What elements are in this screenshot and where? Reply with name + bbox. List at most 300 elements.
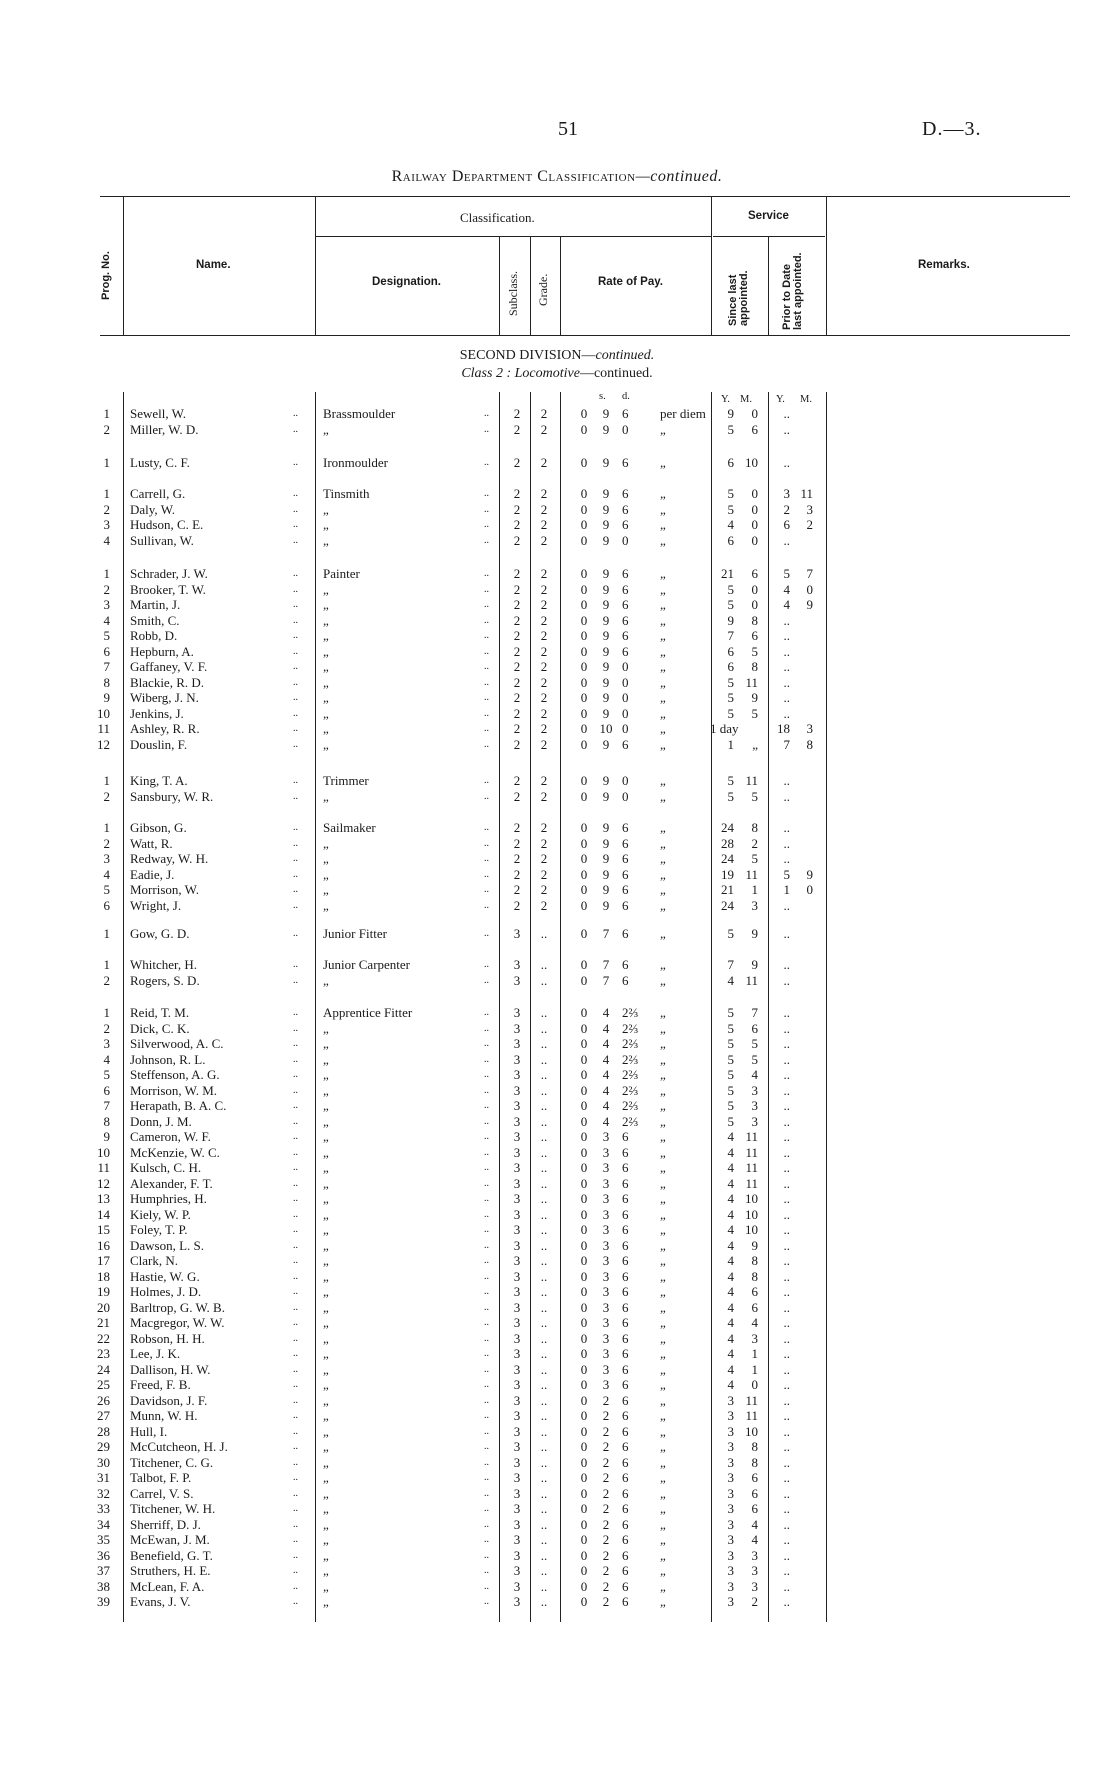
pay-unit-cell: „ [660, 532, 666, 548]
pay-unit-cell: „ [660, 1129, 666, 1144]
pay-pounds-cell: 0 [580, 972, 588, 988]
table-row [0, 502, 1114, 518]
pay-pounds-cell: 0 [580, 1454, 588, 1470]
pay-pounds-cell: 0 [580, 1594, 588, 1609]
designation-cell: „ [323, 1547, 329, 1563]
prior-years-cell: .. [783, 1268, 790, 1284]
since-months-cell: 9 [751, 957, 758, 972]
prior-years-cell: .. [783, 421, 790, 437]
designation-cell: „ [323, 1470, 329, 1485]
leader-dots: .. [484, 408, 489, 419]
pay-unit-cell: „ [660, 1408, 666, 1423]
pay-unit-cell: „ [660, 705, 666, 721]
name-cell: Steffenson, A. G. [130, 1067, 220, 1082]
name-cell: Morrison, W. M. [130, 1082, 218, 1098]
pay-pence-cell: 0 [622, 773, 629, 788]
designation-cell: „ [323, 1501, 329, 1516]
grade-cell: .. [540, 1315, 548, 1330]
prior-years-cell: 4 [783, 597, 790, 612]
pay-pounds-cell: 0 [580, 1051, 588, 1067]
since-months-cell: 11 [745, 1408, 758, 1423]
prior-months-cell: 8 [806, 736, 813, 752]
pay-pence-cell: 6 [622, 736, 629, 752]
leader-dots: .. [484, 775, 489, 786]
prog-no-cell: 2 [103, 835, 110, 851]
prog-no-cell: 1 [103, 820, 110, 835]
pay-pounds-cell: 0 [580, 406, 588, 421]
leader-dots: .. [484, 614, 489, 626]
table-row [0, 820, 1114, 836]
since-years-cell: 4 [727, 1268, 734, 1284]
prior-years-cell: .. [783, 1516, 790, 1532]
prog-no-cell: 8 [103, 674, 110, 690]
prog-no-cell: 4 [103, 612, 110, 628]
subclass-cell: 2 [513, 659, 521, 674]
prog-no-cell: 21 [97, 1315, 110, 1330]
pay-pounds-cell: 0 [580, 1330, 588, 1346]
subclass-cell: 2 [513, 897, 521, 913]
leader-dots: .. [484, 423, 489, 435]
since-years-cell: 24 [721, 820, 734, 835]
leader-dots: .. [484, 1270, 489, 1282]
leader-dots: .. [293, 1208, 298, 1220]
subclass-cell: 3 [513, 1098, 521, 1113]
pay-unit-cell: „ [660, 1594, 666, 1609]
pay-pounds-cell: 0 [580, 1563, 588, 1578]
leader-dots: .. [293, 1332, 298, 1344]
leader-dots: .. [293, 457, 298, 468]
prior-years-cell: .. [783, 532, 790, 548]
prog-no-cell: 34 [97, 1516, 110, 1532]
since-months-cell: 0 [751, 532, 758, 548]
table-row [0, 1346, 1114, 1362]
name-cell: McEwan, J. M. [130, 1532, 210, 1547]
leader-dots: .. [293, 928, 298, 939]
leader-dots: .. [484, 707, 489, 719]
subclass-cell: 2 [513, 820, 521, 835]
class-name: Locomotive [514, 366, 580, 381]
leader-dots: .. [484, 723, 489, 734]
prog-no-cell: 1 [103, 486, 110, 501]
leader-dots: .. [484, 1146, 489, 1158]
leader-dots: .. [293, 645, 298, 657]
name-cell: Daly, W. [130, 501, 176, 517]
leader-dots: .. [293, 1270, 298, 1282]
prog-no-cell: 2 [103, 421, 110, 437]
document-reference: D.—3. [922, 118, 982, 140]
leader-dots: .. [484, 1007, 489, 1018]
prog-no-cell: 39 [97, 1594, 110, 1609]
pay-pounds-cell: 0 [580, 1191, 588, 1206]
name-cell: Brooker, T. W. [130, 581, 206, 597]
pay-pounds-cell: 0 [580, 1144, 588, 1160]
pay-pence-cell: 6 [622, 1516, 629, 1532]
since-years-cell: 3 [727, 1563, 734, 1578]
since-months-cell: 3 [751, 1578, 758, 1594]
pay-pounds-cell: 0 [580, 1299, 588, 1315]
pay-pence-cell: 6 [622, 1563, 629, 1578]
pay-pence-cell: 0 [622, 659, 629, 674]
name-cell: Reid, T. M. [130, 1005, 190, 1020]
pay-shillings-cell: 3 [602, 1206, 610, 1222]
pay-pounds-cell: 0 [580, 866, 588, 882]
subclass-cell: 2 [513, 788, 521, 804]
since-years-cell: 5 [727, 690, 734, 705]
name-cell: Donn, J. M. [130, 1113, 192, 1129]
grade-cell: 2 [540, 690, 548, 705]
since-months-cell: 6 [751, 1020, 758, 1036]
prior-years-cell: .. [783, 1051, 790, 1067]
grade-cell: .. [540, 1346, 548, 1361]
prior-years-cell: .. [783, 1485, 790, 1501]
table-row [0, 737, 1114, 753]
name-cell: Titchener, W. H. [130, 1501, 216, 1516]
pay-unit-cell: „ [660, 1377, 666, 1392]
prior-years-cell: .. [783, 835, 790, 851]
since-years-cell: 4 [727, 1253, 734, 1268]
leader-dots: .. [293, 1115, 298, 1127]
pay-shillings-cell: 2 [602, 1532, 610, 1547]
pay-pence-cell: 6 [622, 643, 629, 659]
since-years-cell: 3 [727, 1516, 734, 1532]
pay-pounds-cell: 0 [580, 1284, 588, 1299]
subclass-cell: 3 [513, 1485, 521, 1501]
subclass-cell: 3 [513, 1454, 521, 1470]
grade-cell: .. [540, 1113, 548, 1129]
since-years-cell: 3 [727, 1423, 734, 1439]
prior-years-cell: .. [783, 1098, 790, 1113]
table-row [0, 1362, 1114, 1378]
designation-cell: „ [323, 1129, 329, 1144]
prog-no-header: Prog. No. [100, 251, 112, 300]
grade-cell: .. [540, 1594, 548, 1609]
pay-pence-cell: 2⅔ [622, 1036, 639, 1051]
since-months-cell: 6 [751, 566, 758, 581]
name-cell: Morrison, W. [130, 882, 199, 897]
pay-pounds-cell: 0 [580, 1020, 588, 1036]
table-row [0, 1331, 1114, 1347]
pay-shillings-cell: 3 [602, 1315, 610, 1330]
leader-dots: .. [484, 1503, 489, 1514]
grade-cell: 2 [540, 736, 548, 752]
since-months-cell: 8 [751, 1454, 758, 1470]
name-cell: Johnson, R. L. [130, 1051, 206, 1067]
pay-shillings-cell: 2 [602, 1423, 610, 1439]
pay-unit-cell: „ [660, 721, 666, 736]
subclass-cell: 3 [513, 1268, 521, 1284]
pay-pounds-cell: 0 [580, 455, 588, 470]
pay-pence-cell: 6 [622, 566, 629, 581]
since-years-cell: 24 [721, 851, 734, 866]
pay-pence-cell: 6 [622, 501, 629, 517]
pay-pounds-cell: 0 [580, 421, 588, 437]
since-years-cell: 4 [727, 1377, 734, 1392]
since-years-cell: 5 [727, 1005, 734, 1020]
subclass-cell: 2 [513, 835, 521, 851]
prog-no-cell: 1 [103, 926, 110, 941]
name-cell: Miller, W. D. [130, 421, 199, 437]
since-last-header: Since last appointed. [727, 270, 750, 326]
grade-cell: .. [540, 1067, 548, 1082]
name-cell: Silverwood, A. C. [130, 1036, 224, 1051]
prior-months-cell: 11 [800, 486, 813, 501]
table-row [0, 973, 1114, 989]
subclass-cell: 3 [513, 1051, 521, 1067]
leader-dots: .. [293, 1549, 298, 1561]
division-heading [0, 348, 1114, 364]
pay-shillings-cell: 9 [602, 517, 610, 532]
prior-years-cell: .. [783, 1501, 790, 1516]
leader-dots: .. [293, 738, 298, 750]
pay-unit-cell: „ [660, 1516, 666, 1532]
subclass-cell: 2 [513, 455, 521, 470]
designation-cell: „ [323, 1408, 329, 1423]
name-cell: Sullivan, W. [130, 532, 194, 548]
grade-cell: 2 [540, 455, 548, 470]
leader-dots: .. [484, 1193, 489, 1204]
grade-cell: 2 [540, 659, 548, 674]
table-row [0, 1563, 1114, 1579]
prior-years-cell: .. [783, 897, 790, 913]
prior-years-cell: 7 [783, 736, 790, 752]
prior-years-cell: .. [783, 455, 790, 470]
designation-cell: „ [323, 1346, 329, 1361]
prog-no-cell: 1 [103, 773, 110, 788]
since-years-cell: 3 [727, 1578, 734, 1594]
since-months-cell: 5 [751, 851, 758, 866]
pay-pounds-cell: 0 [580, 897, 588, 913]
table-row [0, 1594, 1114, 1610]
name-cell: McCutcheon, H. J. [130, 1439, 228, 1454]
pay-pence-cell: 6 [622, 972, 629, 988]
table-row [0, 1315, 1114, 1331]
pay-pounds-cell: 0 [580, 1392, 588, 1408]
table-row [0, 851, 1114, 867]
prior-years-cell: .. [783, 1005, 790, 1020]
leader-dots: .. [484, 1084, 489, 1096]
designation-cell: „ [323, 897, 329, 913]
leader-dots: .. [484, 1580, 489, 1592]
pay-unit-cell: „ [660, 957, 666, 972]
prog-no-cell: 11 [97, 1160, 110, 1175]
subclass-cell: 2 [513, 581, 521, 597]
pay-shillings-cell: 9 [602, 820, 610, 835]
subclass-cell: 2 [513, 674, 521, 690]
pay-unit-cell: „ [660, 1330, 666, 1346]
table-row [0, 486, 1114, 502]
leader-dots: .. [484, 738, 489, 750]
pay-shillings-cell: 9 [602, 455, 610, 470]
since-months-cell: 11 [745, 972, 758, 988]
name-cell: Jenkins, J. [130, 705, 184, 721]
prog-no-cell: 2 [103, 972, 110, 988]
grade-cell: 2 [540, 851, 548, 866]
since-months-cell: 10 [745, 1206, 758, 1222]
page-title [0, 168, 1114, 186]
designation-cell: „ [323, 581, 329, 597]
grade-cell: 2 [540, 612, 548, 628]
table-row [0, 1377, 1114, 1393]
name-cell: Redway, W. H. [130, 851, 209, 866]
table-row [0, 1517, 1114, 1533]
subclass-cell: 3 [513, 1361, 521, 1377]
since-months-cell: 9 [751, 690, 758, 705]
subclass-cell: 2 [513, 532, 521, 548]
table-row [0, 690, 1114, 706]
grade-cell: .. [540, 1268, 548, 1284]
pay-shillings-cell: 2 [602, 1501, 610, 1516]
pay-pence-cell: 6 [622, 1392, 629, 1408]
leader-dots: .. [484, 899, 489, 911]
designation-cell: Ironmoulder [323, 455, 388, 470]
designation-cell: Painter [323, 566, 360, 581]
since-years-cell: 4 [727, 972, 734, 988]
grade-cell: .. [540, 1222, 548, 1237]
leader-dots: .. [293, 1193, 298, 1204]
grade-cell: .. [540, 1082, 548, 1098]
name-cell: Schrader, J. W. [130, 566, 208, 581]
leader-dots: .. [293, 707, 298, 719]
table-row [0, 836, 1114, 852]
prog-no-cell: 32 [97, 1485, 110, 1501]
subclass-cell: 3 [513, 1547, 521, 1563]
pay-pence-cell: 6 [622, 628, 629, 643]
pay-pounds-cell: 0 [580, 1315, 588, 1330]
pay-pence-cell: 6 [622, 1175, 629, 1191]
title-main: Railway Department Classification [391, 168, 636, 185]
pay-unit-cell: „ [660, 1237, 666, 1253]
pay-shillings-cell: 9 [602, 674, 610, 690]
table-row [0, 1269, 1114, 1285]
table-row [0, 1424, 1114, 1440]
pay-unit-cell: „ [660, 1392, 666, 1408]
leader-dots: .. [293, 1441, 298, 1452]
since-months-cell: 11 [745, 866, 758, 882]
prior-years-cell: .. [783, 820, 790, 835]
pence-unit: d. [622, 391, 630, 402]
pay-shillings-cell: 2 [602, 1563, 610, 1578]
pay-pence-cell: 0 [622, 788, 629, 804]
since-months-cell: 2 [751, 1594, 758, 1609]
table-row [0, 1222, 1114, 1238]
name-cell: Talbot, F. P. [130, 1470, 192, 1485]
leader-dots: .. [484, 822, 489, 833]
since-years-cell: 1 day [710, 721, 739, 736]
prog-no-cell: 13 [97, 1191, 110, 1206]
designation-cell: „ [323, 1036, 329, 1051]
table-row [0, 1579, 1114, 1595]
prior-years-cell: .. [783, 705, 790, 721]
subclass-cell: 3 [513, 1501, 521, 1516]
name-cell: Kiely, W. P. [130, 1206, 191, 1222]
name-cell: Davidson, J. F. [130, 1392, 208, 1408]
leader-dots: .. [484, 1255, 489, 1266]
designation-cell: „ [323, 721, 329, 736]
pay-pounds-cell: 0 [580, 566, 588, 581]
since-years-cell: 4 [727, 517, 734, 532]
pay-pounds-cell: 0 [580, 788, 588, 804]
table-row [0, 1300, 1114, 1316]
table-row [0, 675, 1114, 691]
pay-unit-cell: „ [660, 628, 666, 643]
pay-shillings-cell: 3 [602, 1284, 610, 1299]
prior-years-cell: .. [783, 1315, 790, 1330]
since-years-cell: 3 [727, 1547, 734, 1563]
prior-months-cell: 9 [806, 866, 813, 882]
pay-pounds-cell: 0 [580, 835, 588, 851]
grade-cell: .. [540, 1098, 548, 1113]
prior-years-cell: 5 [783, 566, 790, 581]
prior-years-cell: .. [783, 1361, 790, 1377]
prog-no-cell: 12 [97, 736, 110, 752]
pay-pence-cell: 6 [622, 1206, 629, 1222]
name-cell: Barltrop, G. W. B. [130, 1299, 225, 1315]
prior-years-cell: 4 [783, 581, 790, 597]
since-months-cell: 3 [751, 1330, 758, 1346]
table-row [0, 455, 1114, 471]
table-row [0, 1455, 1114, 1471]
prog-no-cell: 22 [97, 1330, 110, 1346]
since-years-cell: 4 [727, 1222, 734, 1237]
leader-dots: .. [484, 645, 489, 657]
since-years-cell: 5 [727, 1082, 734, 1098]
grade-cell: .. [540, 1532, 548, 1547]
designation-cell: „ [323, 517, 329, 532]
grade-cell: .. [540, 1299, 548, 1315]
pay-shillings-cell: 4 [602, 1036, 610, 1051]
subclass-cell: 2 [513, 517, 521, 532]
designation-cell: „ [323, 1160, 329, 1175]
table-row [0, 898, 1114, 914]
subclass-cell: 2 [513, 486, 521, 501]
since-years-cell: 3 [727, 1454, 734, 1470]
leader-dots: .. [293, 1534, 298, 1545]
subclass-cell: 2 [513, 612, 521, 628]
prior-months-cell: 3 [806, 501, 813, 517]
table-row [0, 706, 1114, 722]
pay-shillings-cell: 3 [602, 1253, 610, 1268]
pay-pence-cell: 6 [622, 597, 629, 612]
pay-unit-cell: „ [660, 1005, 666, 1020]
leader-dots: .. [293, 1503, 298, 1514]
leader-dots: .. [293, 1286, 298, 1297]
table-row [0, 1160, 1114, 1176]
subclass-cell: 3 [513, 972, 521, 988]
pay-unit-cell: „ [660, 1051, 666, 1067]
class-continued: —continued. [579, 366, 653, 381]
leader-dots: .. [293, 661, 298, 672]
prog-no-cell: 6 [103, 897, 110, 913]
designation-cell: „ [323, 1253, 329, 1268]
table-row [0, 628, 1114, 644]
leader-dots: .. [293, 790, 298, 802]
pay-shillings-cell: 9 [602, 736, 610, 752]
name-cell: Carrel, V. S. [130, 1485, 194, 1501]
division-continued: continued. [595, 348, 655, 363]
since-months-cell: 11 [745, 674, 758, 690]
prog-no-cell: 3 [103, 597, 110, 612]
grade-cell: .. [540, 1036, 548, 1051]
pay-shillings-cell: 9 [602, 421, 610, 437]
designation-cell: „ [323, 674, 329, 690]
name-cell: Gow, G. D. [130, 926, 190, 941]
since-months-cell: 11 [745, 1175, 758, 1191]
leader-dots: .. [293, 1131, 298, 1142]
subclass-cell: 2 [513, 566, 521, 581]
leader-dots: .. [293, 614, 298, 626]
pay-pounds-cell: 0 [580, 1377, 588, 1392]
pay-unit-cell: „ [660, 690, 666, 705]
